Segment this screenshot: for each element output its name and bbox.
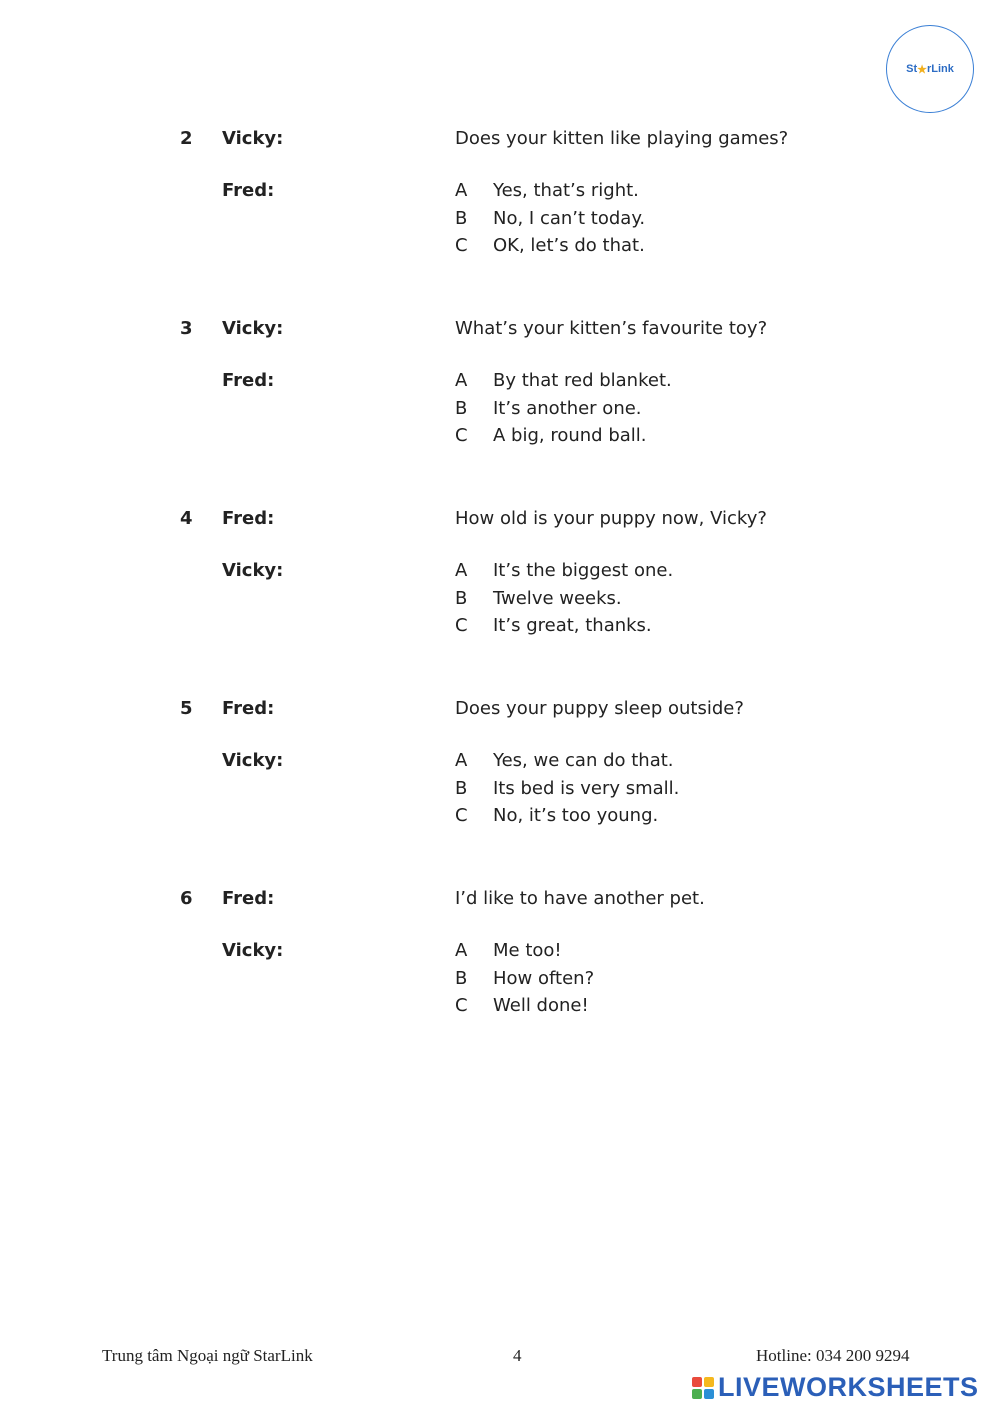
- option-text: Well done!: [493, 995, 589, 1016]
- question-block: [0, 698, 999, 848]
- question-prompt: How old is your puppy now, Vicky?: [455, 508, 767, 529]
- question-prompt: Does your kitten like playing games?: [455, 128, 789, 149]
- option-text: It’s another one.: [493, 398, 642, 419]
- option-text: Its bed is very small.: [493, 778, 680, 799]
- option-text: It’s great, thanks.: [493, 615, 652, 636]
- mark-square: [704, 1389, 714, 1399]
- answer-option[interactable]: [455, 968, 594, 989]
- option-letter: B: [455, 398, 468, 419]
- question-prompt: I’d like to have another pet.: [455, 888, 705, 909]
- starlink-logo: St ★ rLink: [886, 25, 974, 113]
- answer-speaker: Vicky:: [222, 750, 284, 771]
- option-letter: C: [455, 615, 468, 636]
- answer-option[interactable]: [455, 235, 645, 256]
- answer-option[interactable]: [455, 588, 622, 609]
- question-speaker: Fred:: [222, 508, 275, 529]
- answer-option[interactable]: [455, 940, 562, 961]
- option-letter: B: [455, 968, 468, 989]
- answer-option[interactable]: [455, 425, 647, 446]
- option-letter: C: [455, 805, 468, 826]
- answer-option[interactable]: [455, 778, 679, 799]
- question-number: 5: [180, 698, 193, 719]
- mark-square: [704, 1377, 714, 1387]
- option-text: A big, round ball.: [493, 425, 647, 446]
- option-letter: C: [455, 425, 468, 446]
- option-text: No, I can’t today.: [493, 208, 646, 229]
- footer-center-name: Trung tâm Ngoại ngữ StarLink: [102, 1346, 313, 1365]
- footer-page-number: 4: [513, 1346, 522, 1365]
- question-prompt: Does your puppy sleep outside?: [455, 698, 744, 719]
- question-speaker: Fred:: [222, 888, 275, 909]
- option-text: It’s the biggest one.: [493, 560, 674, 581]
- mark-square: [692, 1377, 702, 1387]
- watermark-text: LIVEWORKSHEETS: [718, 1372, 979, 1402]
- option-letter: C: [455, 235, 468, 256]
- option-text: No, it’s too young.: [493, 805, 659, 826]
- mark-square: [692, 1389, 702, 1399]
- option-letter: B: [455, 588, 468, 609]
- option-letter: A: [455, 180, 468, 201]
- option-letter: C: [455, 995, 468, 1016]
- answer-option[interactable]: [455, 398, 642, 419]
- option-letter: B: [455, 208, 468, 229]
- answer-speaker: Fred:: [222, 180, 275, 201]
- question-block: [0, 508, 999, 658]
- question-block: [0, 128, 999, 278]
- answer-option[interactable]: [455, 805, 658, 826]
- question-number: 6: [180, 888, 193, 909]
- question-speaker: Vicky:: [222, 128, 284, 149]
- option-text: How often?: [493, 968, 595, 989]
- question-block: [0, 318, 999, 468]
- option-text: OK, let’s do that.: [493, 235, 645, 256]
- option-text: By that red blanket.: [493, 370, 672, 391]
- answer-option[interactable]: [455, 208, 645, 229]
- question-prompt: What’s your kitten’s favourite toy?: [455, 318, 768, 339]
- option-text: Twelve weeks.: [493, 588, 622, 609]
- answer-speaker: Fred:: [222, 370, 275, 391]
- footer-hotline: Hotline: 034 200 9294: [756, 1346, 910, 1365]
- question-number: 3: [180, 318, 193, 339]
- option-letter: A: [455, 940, 468, 961]
- answer-speaker: Vicky:: [222, 940, 284, 961]
- question-number: 2: [180, 128, 193, 149]
- liveworksheets-mark-icon: [692, 1377, 714, 1399]
- option-letter: A: [455, 370, 468, 391]
- liveworksheets-watermark: [692, 1372, 979, 1403]
- option-text: Yes, we can do that.: [493, 750, 674, 771]
- option-letter: B: [455, 778, 468, 799]
- option-text: Me too!: [493, 940, 562, 961]
- answer-option[interactable]: [455, 180, 639, 201]
- answer-option[interactable]: [455, 560, 673, 581]
- answer-speaker: Vicky:: [222, 560, 284, 581]
- question-block: [0, 888, 999, 1038]
- option-text: Yes, that’s right.: [493, 180, 639, 201]
- question-speaker: Fred:: [222, 698, 275, 719]
- option-letter: A: [455, 750, 468, 771]
- answer-option[interactable]: [455, 995, 589, 1016]
- option-letter: A: [455, 560, 468, 581]
- question-number: 4: [180, 508, 193, 529]
- answer-option[interactable]: [455, 615, 652, 636]
- question-speaker: Vicky:: [222, 318, 284, 339]
- answer-option[interactable]: [455, 750, 674, 771]
- answer-option[interactable]: [455, 370, 672, 391]
